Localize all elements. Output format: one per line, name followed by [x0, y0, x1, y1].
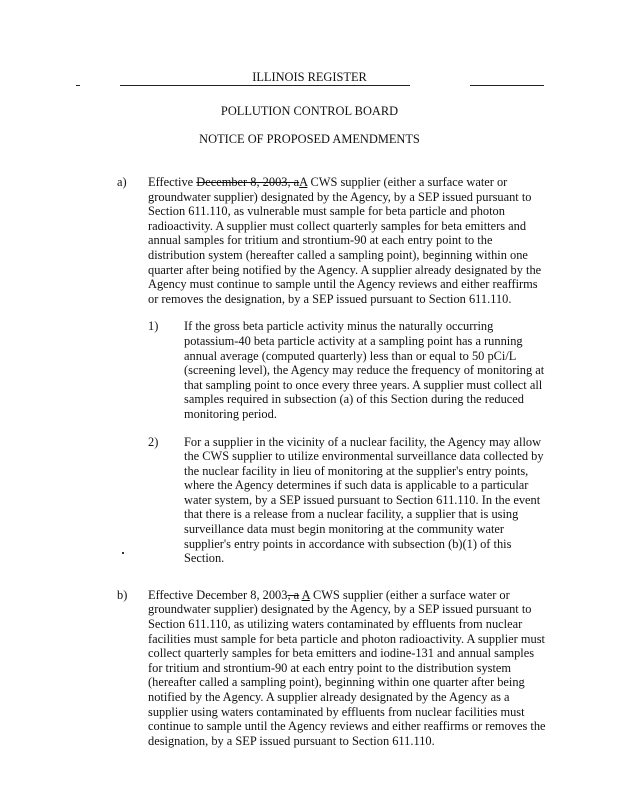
header-rule-left-mark: [76, 85, 80, 86]
section-a-effective: Effective: [148, 175, 197, 189]
section-a-label: a): [117, 175, 127, 189]
board-name: POLLUTION CONTROL BOARD: [220, 104, 399, 118]
notice-title: NOTICE OF PROPOSED AMENDMENTS: [199, 132, 420, 146]
section-a-text: [148, 175, 548, 306]
item-1: [148, 319, 546, 421]
section-b-inserted-text: A: [301, 587, 310, 602]
item-2: [148, 435, 546, 566]
section-a-inserted-text: A: [299, 175, 308, 189]
item-2-label: 2): [148, 434, 159, 449]
section-b-label: b): [117, 587, 128, 602]
section-a-deleted-text: December 8, 2003, a: [196, 175, 300, 189]
section-b-text: [148, 588, 548, 749]
header-rule-left: [120, 85, 410, 86]
section-b: [117, 588, 548, 749]
section-a-body: CWS supplier (either a surface water or groundwater supplier) designated by the Agency, by a SEP issued pursuant to Section 611.110, as vulnerable must sample for beta particle and photon radioactivity. A supplier must collect quarterly samples for beta emitters and annual samples for tritium and strontium-90 at each entry point to the distribution system (hereafter called a sampling point), beginning within one quarter after being notified by the Agency. A supplier already designated by the Agency must continue to sample until the Agency reviews and either reaffirms or removes the designation, by a SEP issued pursuant to Section 611.110.: [148, 175, 542, 306]
section-b-effective: Effective December 8, 2003: [148, 587, 288, 602]
section-b-body: CWS supplier (either a surface water or groundwater supplier) designated by the Agency, by a SEP issued pursuant to Section 611.110, as utilizing waters contaminated by effluents from nuclear facilities must sample for beta particle and photon radioactivity. A supplier must collect quarterly samples for beta emitters and iodine-131 and annual samples for tritium and strontium-90 at each entry point to the distribution system (hereafter called a sampling point), beginning within one quarter after being notified by the Agency. A supplier already designated by the Agency as a supplier using waters contaminated by effluents from nuclear facilities must continue to sample until the Agency reviews and either reaffirms or removes the designation, by a SEP issued pursuant to Section 611.110.: [148, 587, 546, 748]
item-1-text: If the gross beta particle activity minus the naturally occurring potassium-40 beta particle activity at a sampling point has a running annual average (computed quarterly) less than or equal to 50 pCi/L (screening level), the Agency may reduce the frequency of monitoring at that sampling point to once every three years. A supplier must collect all samples required in subsection (a) of this Section during the reduced monitoring period.: [184, 319, 545, 421]
item-1-label: 1): [148, 319, 159, 334]
section-a: [117, 175, 548, 306]
item-2-text: For a supplier in the vicinity of a nuclear facility, the Agency may allow the CWS supplier to utilize environmental surveillance data collected by the nuclear facility in lieu of monitoring at the supplier's entry points, where the Agency determines if such data is applicable to a particular water system, by a SEP issued pursuant to Section 611.110. In the event that there is a release from a nuclear facility, a supplier that is using surveillance data must begin monitoring at the community water supplier's entry points in accordance with subsection (b)(1) of this Section.: [184, 434, 544, 566]
document-body: [0, 175, 619, 748]
scan-speck: [122, 552, 124, 554]
header-rule-right: [470, 85, 544, 86]
register-title: ILLINOIS REGISTER: [252, 70, 367, 84]
section-b-deleted-text: , a: [287, 587, 300, 602]
